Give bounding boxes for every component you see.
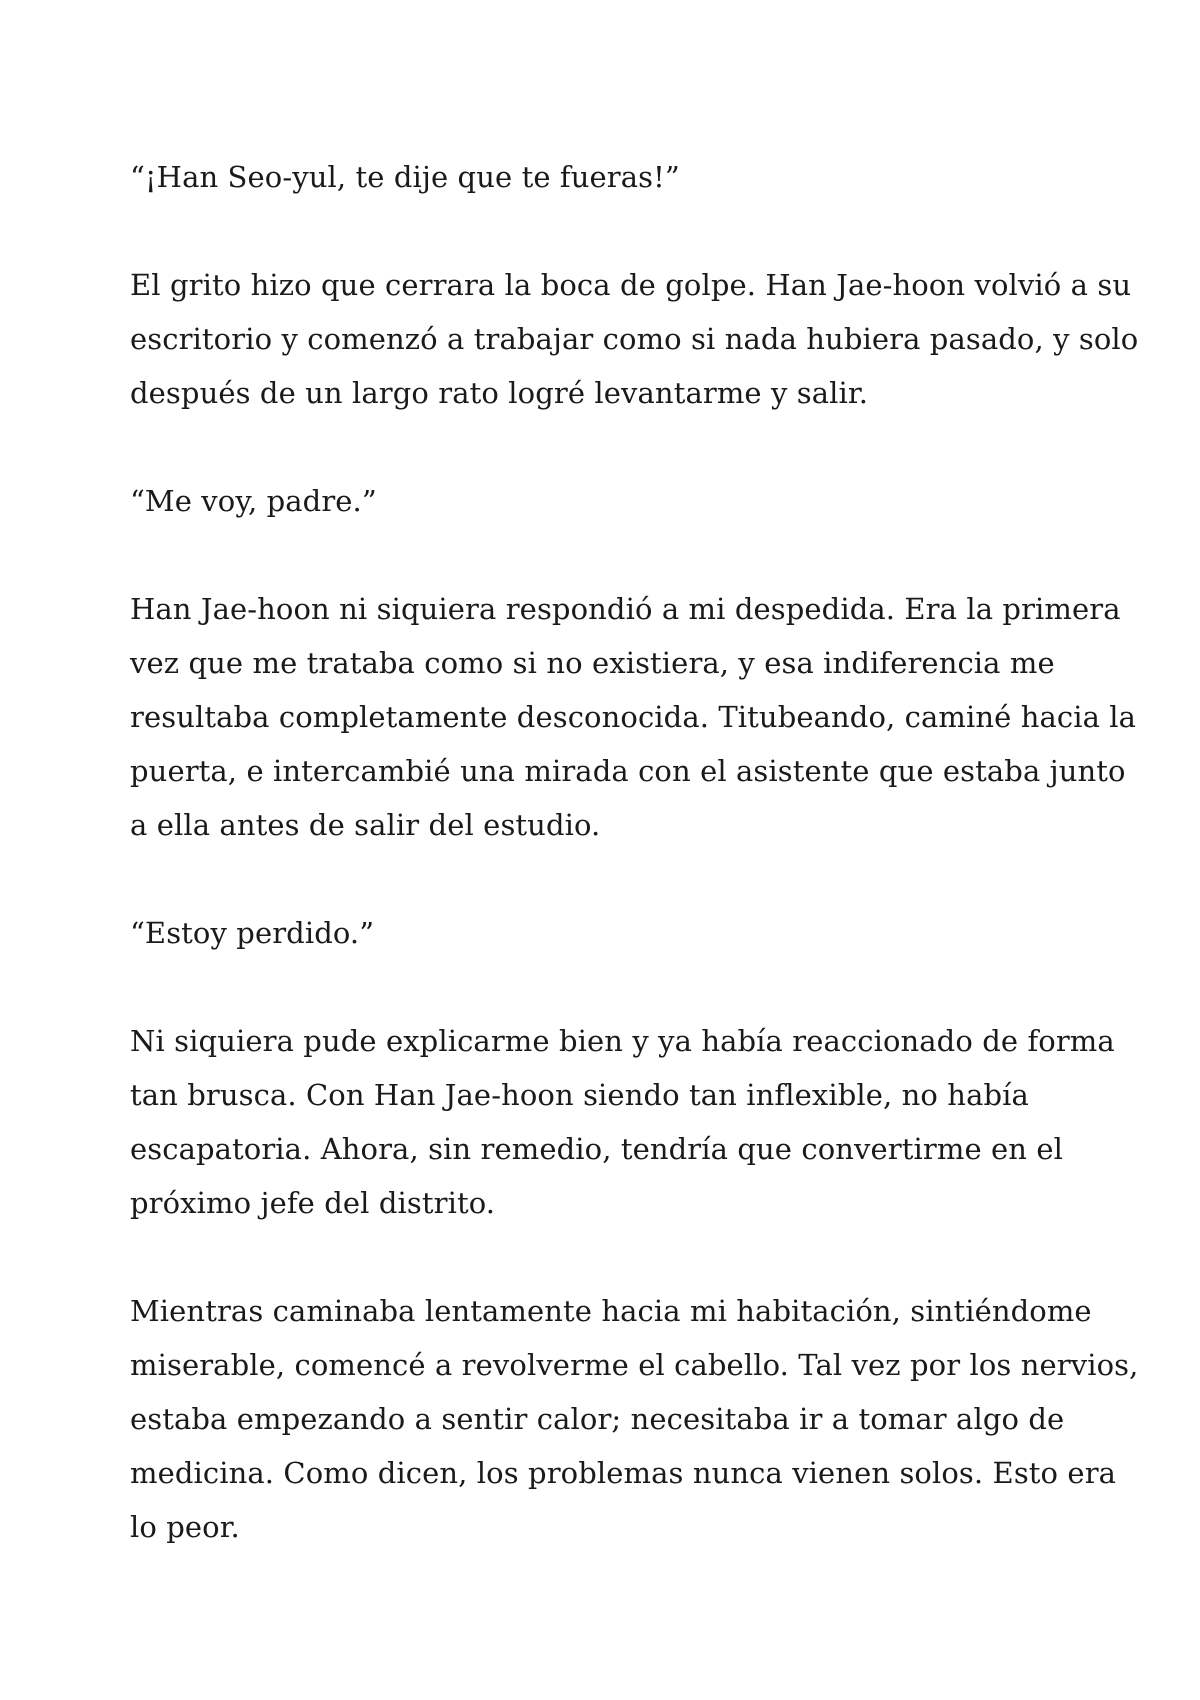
paragraph-2 — [130, 258, 1139, 420]
text-line: tan brusca. Con Han Jae-hoon siendo tan inflexible, no había — [130, 1078, 1029, 1112]
text-line: escapatoria. Ahora, sin remedio, tendría que convertirme en el — [130, 1132, 1064, 1166]
text-line: próximo jefe del distrito. — [130, 1186, 496, 1220]
body-text — [130, 150, 1139, 1554]
text-line: “Estoy perdido.” — [130, 916, 375, 950]
text-line: resultaba completamente desconocida. Titubeando, caminé hacia la — [130, 700, 1137, 734]
text-line: a ella antes de salir del estudio. — [130, 808, 601, 842]
paragraph-7 — [130, 1284, 1139, 1554]
text-line: vez que me trataba como si no existiera, y esa indiferencia me — [130, 646, 1055, 680]
text-line: medicina. Como dicen, los problemas nunca vienen solos. Esto era — [130, 1456, 1117, 1490]
text-line: “Me voy, padre.” — [130, 484, 377, 518]
paragraph-6 — [130, 1014, 1115, 1230]
text-line: después de un largo rato logré levantarme y salir. — [130, 376, 869, 410]
text-line: miserable, comencé a revolverme el cabello. Tal vez por los nervios, — [130, 1348, 1139, 1382]
paragraph-5 — [130, 906, 1090, 960]
text-line: puerta, e intercambié una mirada con el asistente que estaba junto — [130, 754, 1126, 788]
paragraph-1 — [130, 150, 1090, 204]
text-line: Ni siquiera pude explicarme bien y ya había reaccionado de forma — [130, 1024, 1115, 1058]
paragraph-4 — [130, 582, 1137, 852]
text-line: escritorio y comenzó a trabajar como si nada hubiera pasado, y solo — [130, 322, 1139, 356]
text-line: Han Jae-hoon ni siquiera respondió a mi despedida. Era la primera — [130, 592, 1121, 626]
text-line: lo peor. — [130, 1510, 240, 1544]
text-line: “¡Han Seo-yul, te dije que te fueras!” — [130, 160, 680, 194]
text-line: estaba empezando a sentir calor; necesitaba ir a tomar algo de — [130, 1402, 1065, 1436]
text-line: El grito hizo que cerrara la boca de golpe. Han Jae-hoon volvió a su — [130, 268, 1132, 302]
text-line: Mientras caminaba lentamente hacia mi habitación, sintiéndome — [130, 1294, 1092, 1328]
paragraph-3 — [130, 474, 1090, 528]
